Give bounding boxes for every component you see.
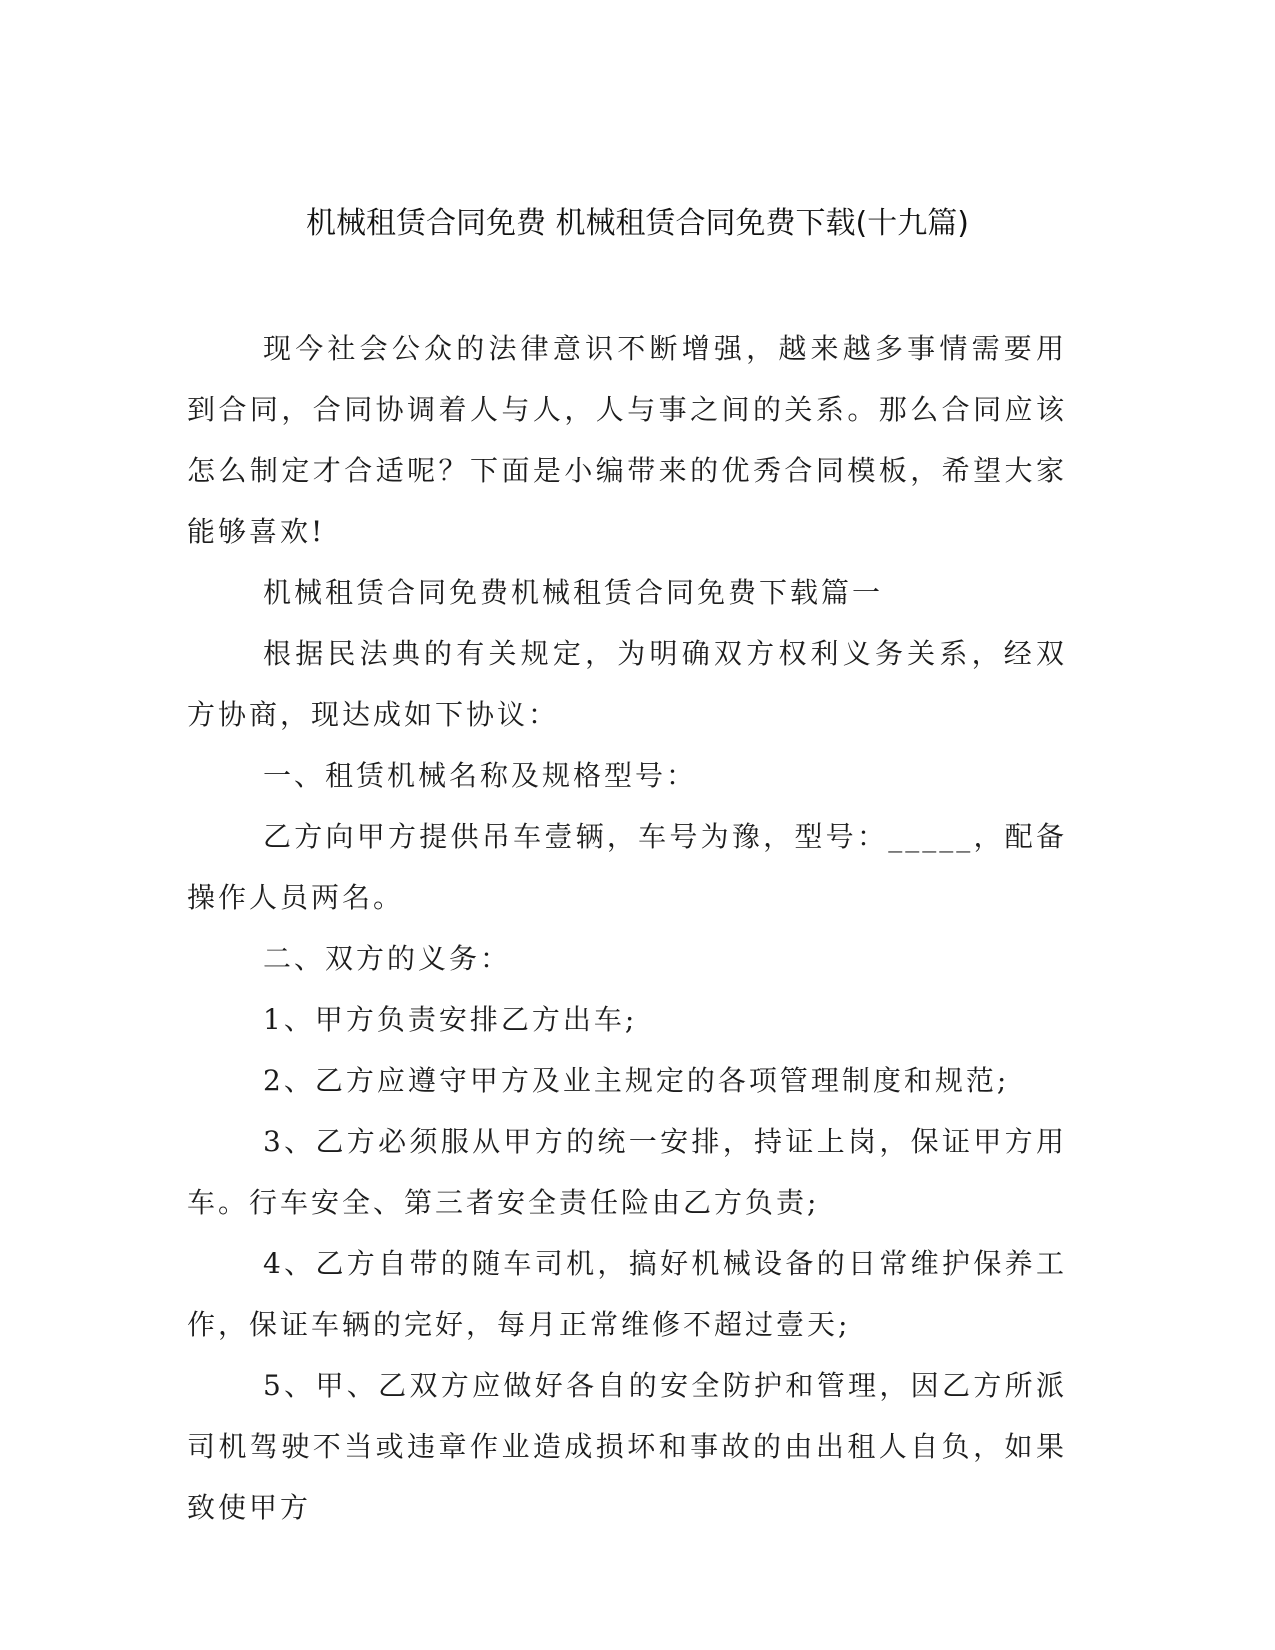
paragraph-item-1: 1、甲方负责安排乙方出车; [263,1003,638,1036]
paragraph-item-5: 5、甲、乙双方应做好各自的安全防护和管理，因乙方所派司机驾驶不当或违章作业造成损坏和事故的由出租人自负，如果致使甲方 [187,1369,1067,1524]
document-body [187,318,1067,1538]
paragraph-item-2: 2、乙方应遵守甲方及业主规定的各项管理制度和规范; [263,1064,1010,1097]
paragraph-intro: 现今社会公众的法律意识不断增强，越来越多事情需要用到合同，合同协调着人与人，人与事之间的关系。那么合同应该怎么制定才合适呢？下面是小编带来的优秀合同模板，希望大家能够喜欢! [187,332,1067,548]
paragraph-clause-1-body: 乙方向甲方提供吊车壹辆，车号为豫，型号：_____，配备操作人员两名。 [187,820,1067,914]
paragraph-preamble: 根据民法典的有关规定，为明确双方权利义务关系，经双方协商，现达成如下协议： [187,637,1067,731]
paragraph-clause-1-heading: 一、租赁机械名称及规格型号： [263,759,698,792]
paragraph-item-4: 4、乙方自带的随车司机，搞好机械设备的日常维护保养工作，保证车辆的完好，每月正常维修不超过壹天; [187,1247,1067,1341]
paragraph-clause-2-heading: 二、双方的义务： [263,942,512,975]
document-title: 机械租赁合同免费 机械租赁合同免费下载(十九篇) [306,206,969,241]
paragraph-item-3: 3、乙方必须服从甲方的统一安排，持证上岗，保证甲方用车。行车安全、第三者安全责任险由乙方负责; [187,1125,1067,1219]
paragraph-section-heading: 机械租赁合同免费机械租赁合同免费下载篇一 [263,576,884,609]
